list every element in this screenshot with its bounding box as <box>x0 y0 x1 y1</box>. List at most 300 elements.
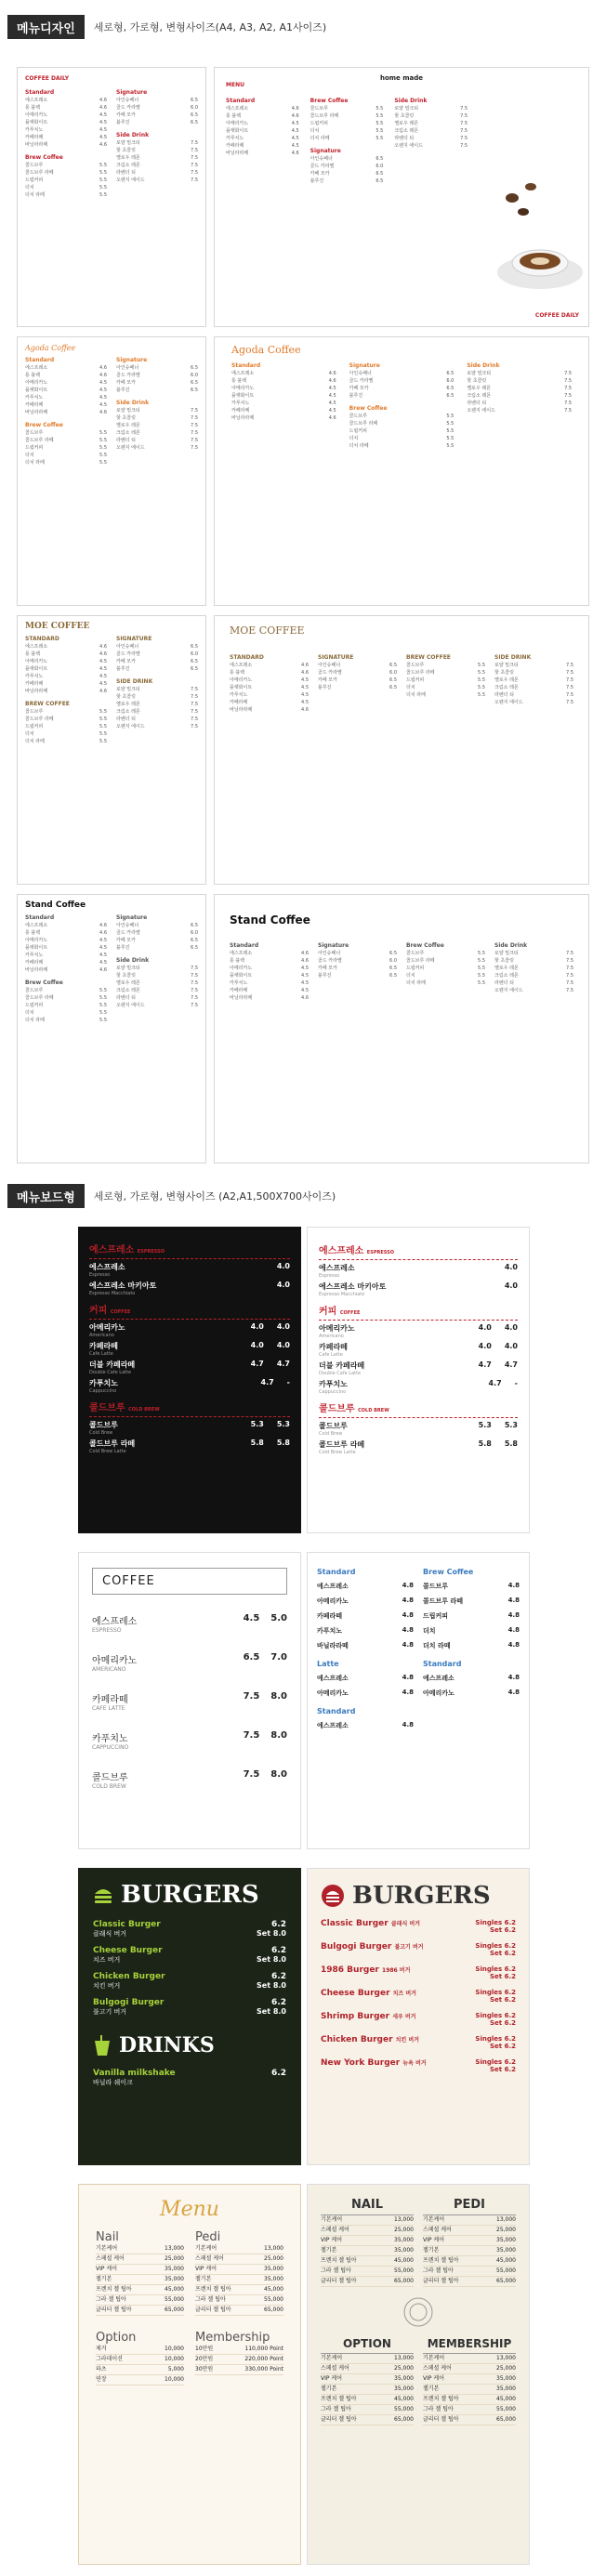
item-price: 6.5 <box>389 973 397 979</box>
menu-item <box>230 685 309 691</box>
item-price: 5.5 <box>446 428 454 434</box>
menu-item <box>25 135 107 141</box>
item-price: 6.5 <box>389 966 397 971</box>
item-price: 4.8 <box>507 1582 520 1589</box>
item-price: 4.6 <box>99 373 107 378</box>
item-price: 4.5 <box>301 988 309 993</box>
item-price: 4.6 <box>99 410 107 415</box>
menu-item <box>116 430 198 437</box>
item-name: 드립커피 <box>25 445 44 451</box>
item-price: 7.5 <box>191 415 198 421</box>
item-price: 6.5 <box>375 178 384 184</box>
item-name: 크림소 레몬 <box>116 709 140 715</box>
item-prices <box>475 2058 516 2073</box>
item-price-large: 8.0 <box>270 1769 287 1780</box>
service-name: 스페셜 케어 <box>321 2365 349 2372</box>
menu-item <box>394 121 468 127</box>
item-price: 5.5 <box>99 995 107 1001</box>
price-row <box>321 2256 414 2267</box>
menu-item <box>231 386 336 392</box>
menu-item <box>349 443 454 450</box>
menu-item <box>116 380 198 387</box>
item-name: 콜드브루 라떼 <box>25 995 54 1001</box>
item-name-en: Cheese Burger <box>321 1989 393 1998</box>
menu-item <box>494 677 573 684</box>
menu-item <box>25 960 107 966</box>
menu-item <box>494 958 573 965</box>
item-price: 5.5 <box>99 1018 107 1023</box>
price-row <box>321 2374 414 2385</box>
coffee-item <box>92 1769 287 1790</box>
menu-item <box>394 128 468 135</box>
menu-item <box>394 143 468 150</box>
menu-item <box>406 980 485 987</box>
item-name-en: Americano <box>89 1333 114 1338</box>
item-name: 오렌지 에이드 <box>494 700 523 705</box>
item-price: 5.5 <box>99 430 107 436</box>
item-price: 4.8 <box>507 1611 520 1619</box>
menu-item <box>25 445 107 452</box>
item-name: 라벤더 티 <box>116 170 136 176</box>
item-price: 6.5 <box>191 938 198 943</box>
board-item <box>89 1262 290 1278</box>
service-name: 그라 젤 팁아 <box>423 2267 454 2274</box>
board-title: COFFEE <box>92 1568 287 1595</box>
item-name: 더치 <box>310 128 320 134</box>
item-name: 핫 초콜릿 <box>116 973 136 979</box>
item-name: 아메리카노 <box>226 121 249 126</box>
item-name: 크림소 레몬 <box>394 128 419 134</box>
section-title: Standard <box>25 914 55 921</box>
menu-item <box>230 707 309 714</box>
service-name: 젤기본 <box>96 2276 112 2282</box>
menu-item <box>467 401 572 407</box>
item-name: 오렌지 에이드 <box>467 408 495 414</box>
single-price: 6.2 <box>271 1946 286 1955</box>
service-price: 5,000 <box>167 2366 184 2372</box>
item-price: 4.5 <box>291 121 299 126</box>
price-row <box>195 2355 283 2365</box>
item-name-en: Classic Burger <box>321 1919 391 1928</box>
service-price: 55,000 <box>496 2406 516 2412</box>
menu-item <box>310 128 384 135</box>
item-name: 골드 카라멜 <box>116 105 140 111</box>
menu-item <box>25 674 107 680</box>
item-name: 더치 라떼 <box>25 739 45 744</box>
item-prices <box>475 1989 516 2004</box>
burgers-board-dark <box>78 1868 301 2165</box>
item-price: 5.8 <box>250 1439 264 1447</box>
section-title: 콜드브루 <box>89 1403 125 1413</box>
service-price: 45,000 <box>394 2257 414 2264</box>
item-name-ko: 뉴욕 버거 <box>402 2060 427 2067</box>
section-header-menu-design <box>7 13 326 41</box>
service-name: 프렌치 젤 팁아 <box>96 2286 132 2293</box>
service-name: 30만원 <box>195 2366 214 2372</box>
service-price: 65,000 <box>264 2307 283 2313</box>
item-prices <box>277 1281 290 1296</box>
menu-brand: Agoda Coffee <box>25 344 76 352</box>
coffee-board <box>78 1552 301 1849</box>
item-name: 카푸치노 <box>230 980 248 986</box>
item-name: 에스프레소 <box>423 1675 454 1682</box>
item-name-en: Cold Brew <box>89 1430 113 1436</box>
price-row <box>96 2365 184 2375</box>
service-price: 65,000 <box>394 2416 414 2423</box>
item-price: 4.5 <box>328 386 336 391</box>
item-price: 5.8 <box>504 1439 518 1448</box>
menu-item <box>423 1582 520 1591</box>
menu-item <box>116 659 198 665</box>
menu-item <box>25 105 107 112</box>
item-price: 4.6 <box>99 689 107 694</box>
item-prices <box>244 1769 287 1790</box>
price-row <box>321 2405 414 2415</box>
coffee-item <box>92 1613 287 1634</box>
item-name: 옐로우 레몬 <box>467 386 492 391</box>
board-item <box>89 1341 290 1357</box>
burger-item <box>93 1946 286 1965</box>
menu-item <box>231 401 336 407</box>
item-price: 4.5 <box>99 402 107 408</box>
item-name: 아메리카노 <box>25 380 48 386</box>
item-name: 골드 카라멜 <box>310 164 335 169</box>
item-name-en: New York Burger <box>321 2058 403 2068</box>
item-name: 더치 라떼 <box>423 1642 451 1649</box>
item-price: 7.5 <box>191 155 198 161</box>
espresso-board-light <box>307 1227 530 1533</box>
menu-item <box>25 651 107 658</box>
drink-cup-icon <box>93 2035 112 2056</box>
item-name: 카페 모카 <box>116 659 136 664</box>
burger-item <box>321 1942 516 1957</box>
item-name: 더치 <box>349 436 359 441</box>
item-name: 콜드브루 Cold Brew <box>319 1422 348 1437</box>
section-title: Nail <box>96 2230 119 2244</box>
item-prices <box>479 1439 518 1455</box>
item-price: 5.5 <box>446 421 454 427</box>
item-name: 더치 <box>406 973 415 979</box>
item-name-en: Cold Brew Latte <box>89 1449 126 1454</box>
item-name: 카푸치노 Cappuccino <box>89 1379 118 1394</box>
item-name: 롱 블랙 <box>25 373 41 378</box>
service-price: 55,000 <box>264 2296 283 2303</box>
item-name <box>321 2058 427 2073</box>
item-price: - <box>514 1379 518 1387</box>
item-name: 핫 초콜릿 <box>116 415 136 421</box>
item-price: 4.5 <box>99 388 107 393</box>
menu-item <box>423 1689 520 1698</box>
item-name: 크림소 레몬 <box>116 163 140 168</box>
item-price: 4.7 <box>260 1378 274 1387</box>
menu-item <box>406 685 485 691</box>
service-name: 기본케어 <box>96 2245 118 2252</box>
service-name: 그라 젤 팁아 <box>321 2267 351 2274</box>
board-item <box>319 1379 518 1395</box>
menu-item <box>25 930 107 937</box>
menu-item <box>25 170 107 177</box>
price-row <box>423 2277 516 2287</box>
item-name: 플랫화이트 <box>230 973 253 979</box>
moe-horizontal-menu <box>214 615 589 885</box>
service-name: 글리터 젤 팁아 <box>423 2416 459 2423</box>
price-row <box>195 2295 283 2306</box>
item-price: 4.5 <box>99 953 107 958</box>
item-price: 7.5 <box>191 163 198 168</box>
item-name: 카푸치노 <box>317 1627 343 1635</box>
item-price: 7.5 <box>191 995 198 1001</box>
item-name: 골드 카라멜 <box>349 378 374 384</box>
coffee-item <box>92 1730 287 1751</box>
item-name: 옐로우 레몬 <box>394 121 419 126</box>
item-price: 6.0 <box>389 958 397 964</box>
coffee-item <box>92 1652 287 1673</box>
item-name-en: Cappuccino <box>89 1388 117 1394</box>
price-row <box>96 2295 184 2306</box>
section-title: Latte <box>317 1660 339 1668</box>
menu-item <box>231 415 336 422</box>
menu-item <box>349 421 454 427</box>
menu-item <box>349 428 454 435</box>
item-price: 4.8 <box>402 1611 414 1619</box>
item-price: 4.6 <box>291 113 299 119</box>
menu-item <box>116 995 198 1002</box>
item-price: 4.5 <box>99 395 107 401</box>
item-price: 7.5 <box>460 143 468 149</box>
menu-item <box>25 98 107 104</box>
item-price: 4.6 <box>99 923 107 928</box>
section-title: STANDARD <box>25 636 59 642</box>
item-name: 카페라떼 <box>230 988 248 993</box>
item-name: 아메리카노 AMERICANO <box>92 1656 138 1673</box>
item-name: 카푸치노 <box>231 401 250 406</box>
item-name: 콜드브루 <box>25 430 44 436</box>
burger-item <box>93 1972 286 1991</box>
item-price: 4.6 <box>301 670 309 676</box>
menu-item <box>317 1582 414 1591</box>
menu-item <box>116 716 198 723</box>
item-name-en: Americano <box>319 1334 344 1339</box>
menu-item <box>116 966 198 972</box>
item-price: 4.6 <box>301 707 309 713</box>
item-name-en: Espresso <box>89 1272 111 1278</box>
menu-item <box>230 980 309 987</box>
item-price: 4.5 <box>301 980 309 986</box>
item-name-en: Cold Brew <box>319 1431 343 1437</box>
item-price: 5.5 <box>99 731 107 737</box>
service-name: VIP 케어 <box>96 2266 117 2272</box>
blue-coffee-board <box>307 1552 530 1849</box>
item-name: 더치 라떼 <box>25 460 45 466</box>
item-name: 더치 <box>25 185 34 191</box>
board-item <box>319 1439 518 1455</box>
menu-item <box>25 177 107 184</box>
item-name: 카페 모카 <box>310 171 330 177</box>
menu-item <box>25 938 107 944</box>
menu-item <box>317 1641 414 1650</box>
menu-item <box>25 388 107 394</box>
item-name: 골드 카라멜 <box>318 670 342 676</box>
price-row <box>423 2405 516 2415</box>
item-name: 콜드브루 <box>25 988 44 993</box>
item-name: 에스프레소 <box>226 106 249 112</box>
menu-item <box>494 685 573 691</box>
menu-item <box>116 365 198 372</box>
item-price: 7.5 <box>191 716 198 722</box>
item-price: 7.5 <box>191 694 198 700</box>
item-price: 4.8 <box>402 1721 414 1728</box>
service-name: 스페셜 케어 <box>96 2255 125 2262</box>
menu-item <box>116 988 198 994</box>
item-price: 7.5 <box>564 386 573 391</box>
service-price: 25,000 <box>496 2365 516 2372</box>
item-name: 아인슈페너 <box>116 923 139 928</box>
item-prices <box>244 1730 287 1751</box>
item-name: 블루진 <box>116 120 130 125</box>
item-name: 아인슈페너 <box>318 951 341 956</box>
menu-brand: Agoda Coffee <box>231 344 301 356</box>
coffee-item <box>92 1691 287 1712</box>
section-title: Pedi <box>195 2230 221 2244</box>
menu-item <box>25 923 107 929</box>
section-subtitle: 세로형, 가로형, 변형사이즈 (A2,A1,500X700사이즈) <box>93 1190 336 1203</box>
service-name: 프렌치 젤 팁아 <box>321 2396 357 2402</box>
item-name: 카페 모카 <box>318 677 337 683</box>
service-price: 25,000 <box>264 2255 283 2262</box>
price-row <box>423 2415 516 2425</box>
item-name-ko: 1986 버거 <box>382 1967 411 1974</box>
section-title: Option <box>96 2331 137 2345</box>
item-name: 오렌지 에이드 <box>494 988 523 993</box>
item-price: 4.8 <box>402 1626 414 1634</box>
item-name: 드립커피 <box>406 966 425 971</box>
item-name: 핫 초콜릿 <box>467 378 487 384</box>
board-item <box>319 1342 518 1358</box>
service-name: 그라 젤 팁아 <box>423 2406 454 2412</box>
menu-item <box>116 415 198 422</box>
menu-item <box>494 951 573 957</box>
item-name: 핫 초콜릿 <box>394 113 415 119</box>
menu-brand: MOE COFFEE <box>25 622 90 631</box>
item-name: 콜드브루 COLD BREW <box>92 1773 128 1790</box>
item-name: 아인슈페너 <box>318 663 341 668</box>
item-name-en: Double Cafe Latte <box>89 1370 132 1375</box>
item-price: 4.7 <box>276 1360 290 1368</box>
section-title: Brew Coffee <box>25 154 63 161</box>
item-price: 5.5 <box>99 709 107 715</box>
item-name: 아인슈페너 <box>349 371 372 376</box>
price-row <box>96 2254 184 2265</box>
menu-item <box>25 453 107 459</box>
burger-item <box>321 1919 516 1934</box>
service-name: 그라 젤 팁아 <box>321 2406 351 2412</box>
item-price: 7.5 <box>564 378 573 384</box>
item-name: 골드 카라멜 <box>116 651 140 657</box>
menu-item <box>231 371 336 377</box>
menu-item <box>394 106 468 112</box>
item-name: 블루진 <box>116 666 130 672</box>
menu-item <box>467 378 572 385</box>
nail-menu-board <box>78 2184 301 2565</box>
item-price: 5.3 <box>276 1420 290 1428</box>
item-name: Chicken Burger 치킨 버거 <box>93 1972 165 1990</box>
item-price: 4.5 <box>99 120 107 125</box>
section-title: MEMBERSHIP <box>423 2337 516 2354</box>
board-item <box>319 1263 518 1279</box>
item-name-ko: 치즈 버거 <box>93 1956 121 1964</box>
item-name-en: CAFE LATTE <box>92 1705 125 1712</box>
service-name: VIP 케어 <box>195 2266 217 2272</box>
burger-item <box>321 1989 516 2004</box>
item-name: 콜드브루 라떼 <box>406 958 435 964</box>
menu-item <box>310 171 384 177</box>
item-price-large: 5.0 <box>270 1613 287 1623</box>
item-name: 더치 라떼 <box>25 1018 45 1023</box>
item-name-ko: 새우 버거 <box>392 2014 416 2020</box>
item-price: 5.5 <box>99 724 107 729</box>
service-name: 젤기본 <box>321 2385 337 2392</box>
menu-item <box>25 365 107 372</box>
item-name: 크림소 레몬 <box>116 988 140 993</box>
item-price: 4.6 <box>301 958 309 964</box>
item-price: 5.5 <box>375 121 384 126</box>
section-subtitle: COFFEE <box>110 1309 131 1315</box>
item-price: 4.6 <box>99 967 107 973</box>
item-price: 5.5 <box>478 663 485 668</box>
item-price: 5.5 <box>478 692 485 698</box>
item-name: 드립커피 <box>423 1612 449 1620</box>
item-name: 라벤더 티 <box>467 401 487 406</box>
item-name: 에스프레소 <box>25 923 48 928</box>
item-price: - <box>286 1378 290 1387</box>
price-row <box>321 2385 414 2395</box>
service-price: 13,000 <box>264 2245 283 2252</box>
item-name: 더치 라떼 <box>406 692 426 698</box>
menu-item <box>116 973 198 979</box>
section-title: Brew Coffee <box>349 405 388 412</box>
menu-item <box>406 951 485 957</box>
item-name: 롱 블랙 <box>230 670 245 676</box>
item-price: 4.5 <box>301 966 309 971</box>
item-price: 4.0 <box>504 1342 518 1350</box>
item-name: 콜드브루 라떼 Cold Brew Latte <box>319 1440 365 1455</box>
menu-item <box>25 373 107 379</box>
single-price: 6.2 <box>271 1920 286 1929</box>
item-name: 카페라떼 Cafe Latte <box>319 1343 348 1358</box>
item-name: 로얄 밀크티 <box>467 371 492 376</box>
item-name: 블루진 <box>318 685 332 690</box>
price-row <box>195 2275 283 2285</box>
item-price: 5.5 <box>99 460 107 466</box>
menu-item <box>226 151 299 157</box>
item-price: 7.5 <box>191 445 198 451</box>
item-price: 7.5 <box>191 1003 198 1008</box>
menu-item <box>25 430 107 437</box>
item-price: 7.5 <box>191 148 198 153</box>
item-price: 4.5 <box>99 127 107 133</box>
item-name: 바닐라라떼 <box>230 995 253 1001</box>
item-name: 롱 블랙 <box>25 930 41 936</box>
item-name: 콜드브루 라떼 <box>25 438 54 443</box>
set-price: Set 6.2 <box>490 2019 516 2027</box>
single-price: Singles 6.2 <box>475 1942 516 1950</box>
menu-item <box>116 651 198 658</box>
item-name: 롱 블랙 <box>25 105 41 111</box>
menu-item <box>406 966 485 972</box>
menu-item <box>231 393 336 400</box>
item-price: 5.5 <box>478 966 485 971</box>
item-prices <box>244 1652 287 1673</box>
